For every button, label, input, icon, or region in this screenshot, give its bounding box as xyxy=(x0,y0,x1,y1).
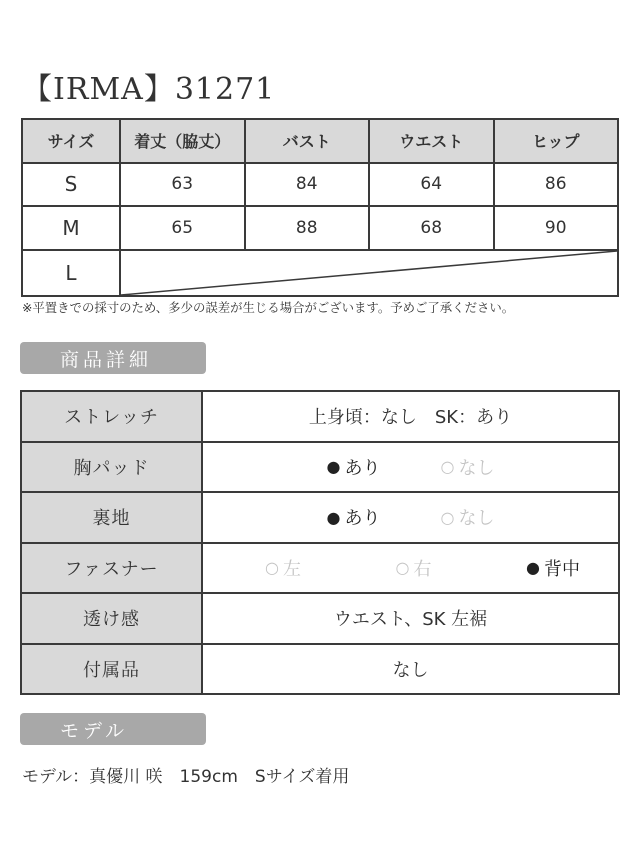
hip-value: 90 xyxy=(494,206,619,250)
option-text: 左 xyxy=(282,558,301,580)
fastener-option-left xyxy=(265,555,301,581)
option-text: なし xyxy=(458,508,495,530)
option-text: なし xyxy=(458,457,495,479)
model-section-label: モデル xyxy=(20,713,206,745)
details-section-label: 商品詳細 xyxy=(20,342,206,374)
hip-value: 86 xyxy=(494,163,619,207)
table-row xyxy=(21,442,619,493)
table-row xyxy=(22,206,618,250)
header-hip: ヒップ xyxy=(494,119,619,163)
option-text: 背中 xyxy=(544,558,580,580)
measurement-note: ※平置きでの採寸のため、多少の誤差が生じる場合がございます。予めご了承ください。 xyxy=(22,300,515,315)
option-text: あり xyxy=(344,457,381,479)
header-length: 着丈（脇丈） xyxy=(120,119,245,163)
accessories-value: なし xyxy=(202,644,619,695)
header-waist: ウエスト xyxy=(369,119,494,163)
length-value: 65 xyxy=(120,206,245,250)
size-table xyxy=(21,118,619,297)
lining-option-no xyxy=(441,504,495,530)
filled-circle-icon: ● xyxy=(526,558,540,578)
option-text: あり xyxy=(344,508,381,530)
size-label: S xyxy=(22,163,120,207)
table-row xyxy=(22,163,618,207)
table-row xyxy=(21,391,619,442)
waist-value: 64 xyxy=(369,163,494,207)
empty-circle-icon: ○ xyxy=(440,507,455,527)
fastener-option-back xyxy=(526,555,580,581)
lining-label: 裏地 xyxy=(21,492,202,543)
fastener-label: ファスナー xyxy=(21,543,202,594)
bust-value: 84 xyxy=(245,163,370,207)
header-size: サイズ xyxy=(22,119,120,163)
fastener-options xyxy=(202,543,619,594)
table-row xyxy=(22,250,618,296)
size-label: M xyxy=(22,206,120,250)
table-row xyxy=(21,543,619,594)
accessories-label: 付属品 xyxy=(21,644,202,695)
table-row xyxy=(21,492,619,543)
chest-pad-option-yes xyxy=(327,454,381,480)
stretch-value: 上身頃：なし SK：あり xyxy=(202,391,619,442)
sheerness-value: ウエスト、SK 左裾 xyxy=(202,593,619,644)
length-value: 63 xyxy=(120,163,245,207)
empty-circle-icon: ○ xyxy=(440,457,455,477)
chest-pad-label: 胸パッド xyxy=(21,442,202,493)
bust-value: 88 xyxy=(245,206,370,250)
details-table xyxy=(20,390,620,695)
fastener-option-right xyxy=(396,555,432,581)
waist-value: 68 xyxy=(369,206,494,250)
filled-circle-icon: ● xyxy=(326,507,341,527)
empty-circle-icon: ○ xyxy=(395,558,410,578)
option-text: 右 xyxy=(413,558,432,580)
filled-circle-icon: ● xyxy=(326,457,341,477)
size-label: L xyxy=(22,250,120,296)
table-row xyxy=(21,593,619,644)
chest-pad-options xyxy=(202,442,619,493)
table-row xyxy=(21,644,619,695)
unavailable-cells xyxy=(120,250,618,296)
lining-option-yes xyxy=(327,504,381,530)
diagonal-strike xyxy=(121,251,617,295)
sheerness-label: 透け感 xyxy=(21,593,202,644)
lining-options xyxy=(202,492,619,543)
empty-circle-icon: ○ xyxy=(265,558,279,578)
product-title: 【IRMA】31271 xyxy=(22,72,276,107)
header-bust: バスト xyxy=(245,119,370,163)
size-table-header xyxy=(22,119,618,163)
chest-pad-option-no xyxy=(441,454,495,480)
model-info: モデル：真優川 咲 159cm Sサイズ着用 xyxy=(22,767,350,787)
stretch-label: ストレッチ xyxy=(21,391,202,442)
